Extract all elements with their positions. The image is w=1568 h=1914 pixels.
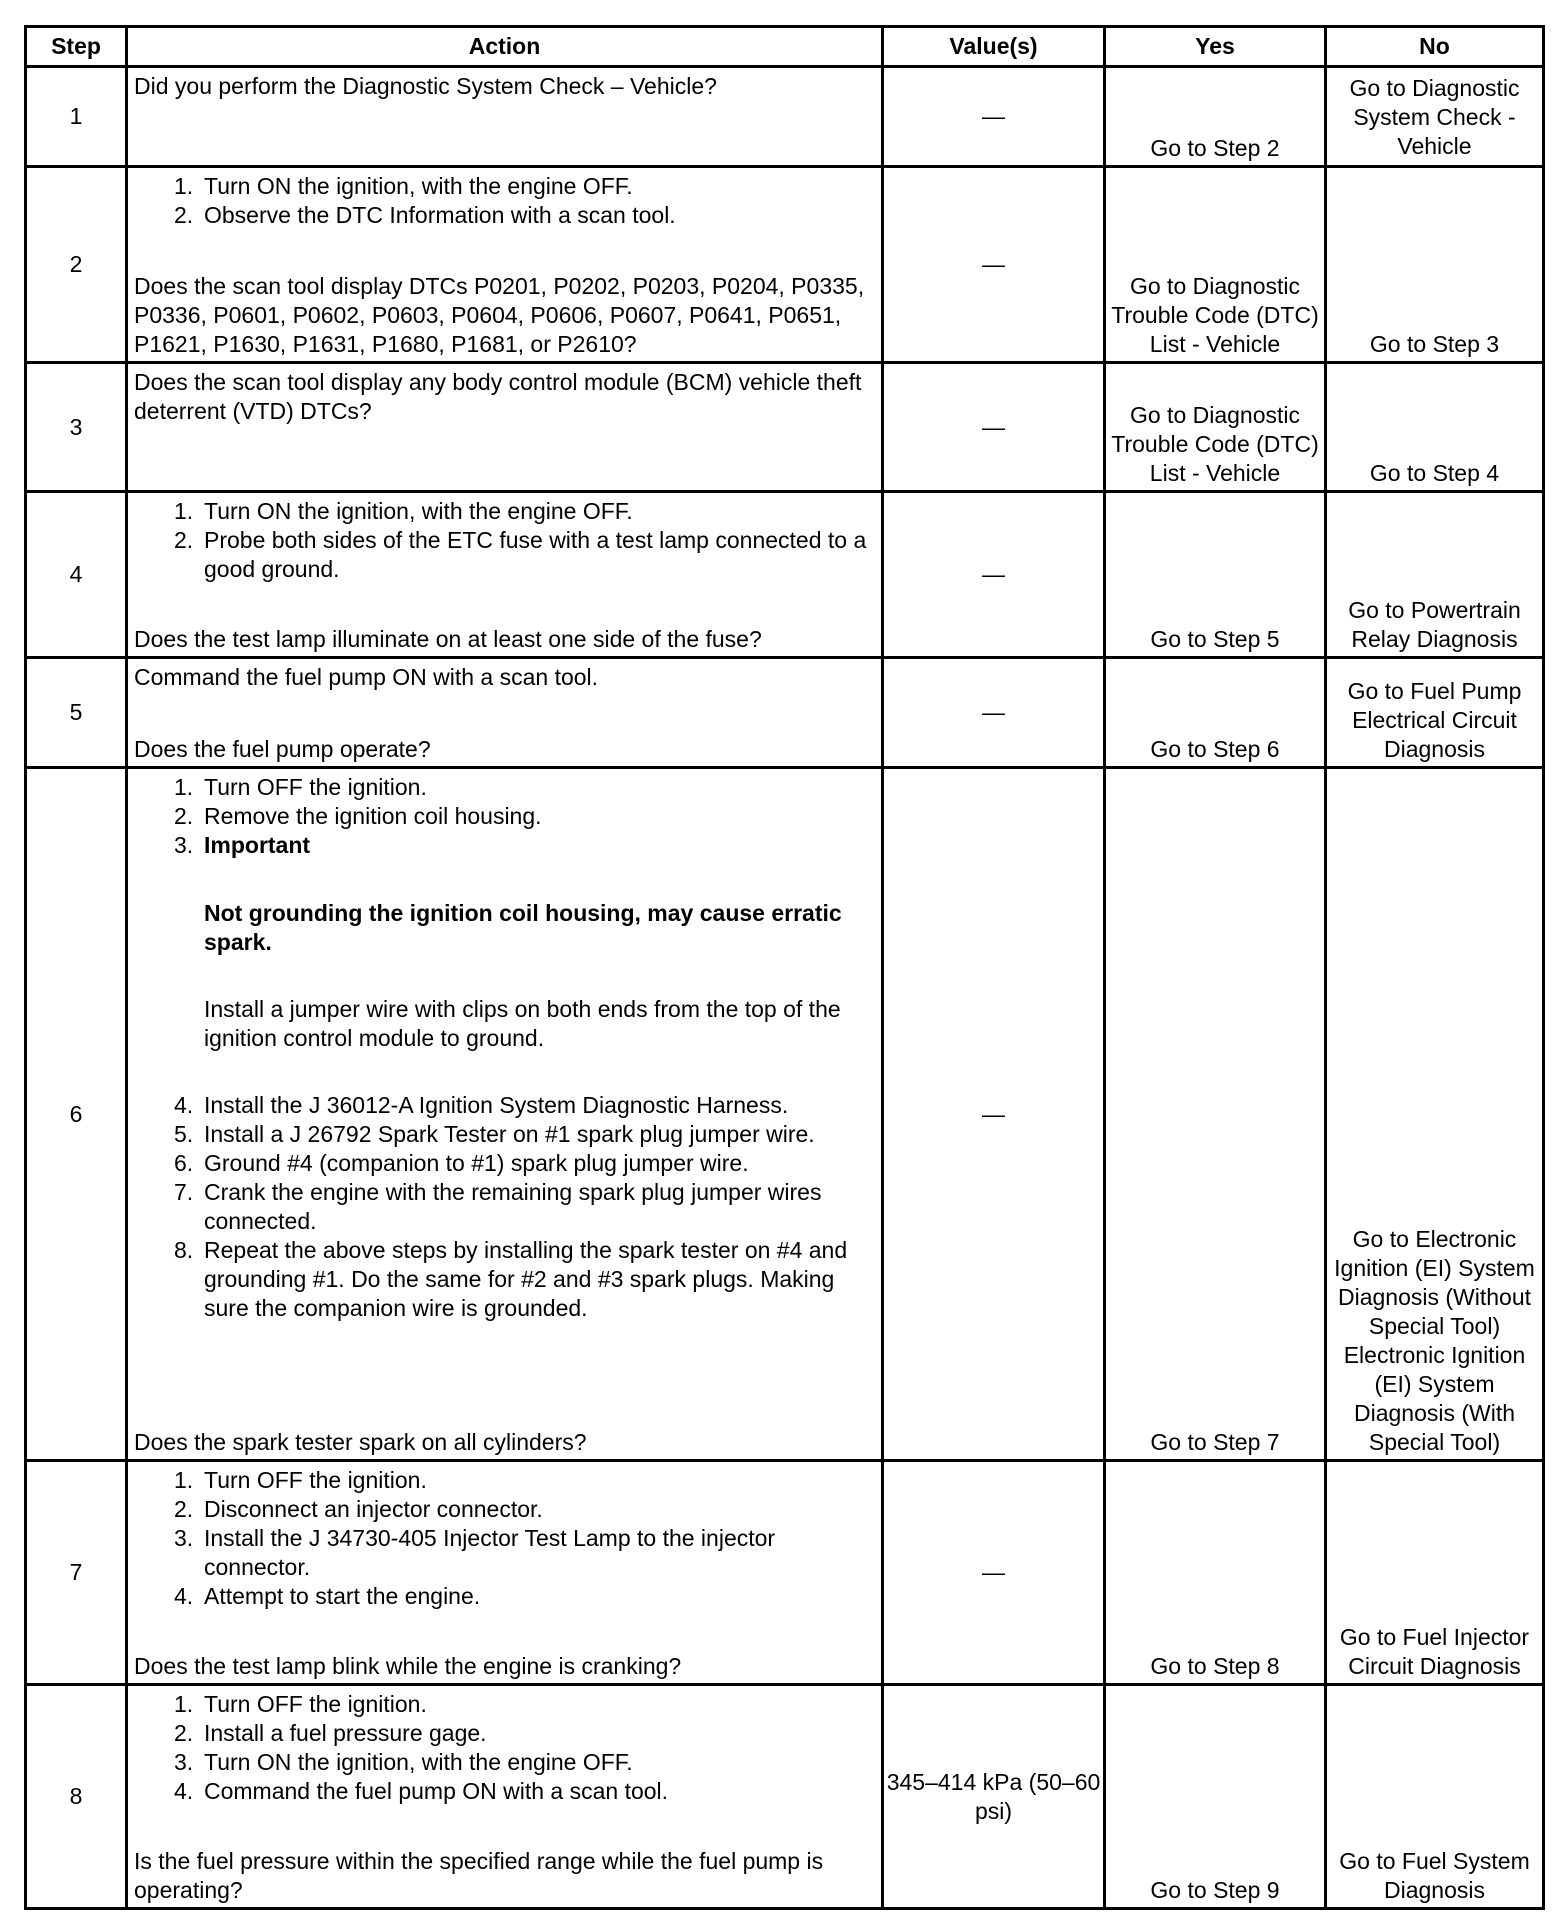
procedure-step: 7. Crank the engine with the remaining spark plug jumper wires connected. xyxy=(174,1179,822,1234)
step-number: 6 xyxy=(26,768,127,1461)
no-action: Go to Fuel System Diagnosis xyxy=(1339,1848,1530,1903)
header-step: Step xyxy=(26,27,127,67)
action-cell xyxy=(127,492,883,658)
no-action: Go to Electronic Ignition (EI) System Diagnosis (Without Special Tool) Electronic Ignition (EI) System Diagnosis (With Special Tool) xyxy=(1334,1226,1535,1455)
table-row xyxy=(26,167,1544,363)
yes-action: Go to Step 8 xyxy=(1150,1653,1280,1679)
table-row xyxy=(26,67,1544,167)
procedure-step: 3. Install the J 34730-405 Injector Test Lamp to the injector connector. xyxy=(174,1525,776,1580)
table-row xyxy=(26,1685,1544,1909)
step-number: 7 xyxy=(26,1461,127,1685)
procedure-step: 8. Repeat the above steps by installing the spark tester on #4 and grounding #1. Do the same for #2 and #3 spark plugs. Making sure the companion wire is grounded. xyxy=(174,1237,848,1321)
header-yes: Yes xyxy=(1105,27,1326,67)
important-note: Not grounding the ignition coil housing, may cause erratic spark. xyxy=(204,900,842,955)
question-text: Does the scan tool display any body control module (BCM) vehicle theft deterrent (VTD) DTCs? xyxy=(134,369,862,424)
no-action: Go to Powertrain Relay Diagnosis xyxy=(1348,597,1521,652)
header-action: Action xyxy=(127,27,883,67)
header-values: Value(s) xyxy=(883,27,1105,67)
action-cell xyxy=(127,167,883,363)
procedure-step: 2. Probe both sides of the ETC fuse with a test lamp connected to a good ground. xyxy=(174,527,867,582)
question-text: Did you perform the Diagnostic System Check – Vehicle? xyxy=(134,73,717,99)
diagnostic-table xyxy=(24,25,1545,1910)
procedure-list xyxy=(134,497,875,584)
procedure-step: 4. Command the fuel pump ON with a scan tool. xyxy=(174,1778,669,1804)
question-text: Does the spark tester spark on all cylinders? xyxy=(134,1429,587,1455)
procedure-list xyxy=(134,773,875,1323)
value-cell: — xyxy=(883,167,1105,363)
table-row xyxy=(26,492,1544,658)
yes-action: Go to Diagnostic Trouble Code (DTC) List - Vehicle xyxy=(1111,402,1319,486)
header-no: No xyxy=(1326,27,1544,67)
step-number: 4 xyxy=(26,492,127,658)
procedure-step: 3. Turn ON the ignition, with the engine OFF. xyxy=(174,1749,633,1775)
procedure-step: 1. Turn OFF the ignition. xyxy=(174,1691,427,1717)
procedure-step: 1. Turn OFF the ignition. xyxy=(174,774,427,800)
step-number: 1 xyxy=(26,67,127,167)
command-text: Command the fuel pump ON with a scan tool. xyxy=(134,664,599,690)
no-action: Go to Step 4 xyxy=(1369,460,1500,486)
header-row xyxy=(26,27,1544,67)
value-cell: — xyxy=(883,363,1105,492)
action-cell xyxy=(127,1685,883,1909)
procedure-list xyxy=(134,1466,875,1611)
yes-action: Go to Diagnostic Trouble Code (DTC) List - Vehicle xyxy=(1111,273,1319,357)
procedure-step: 4. Attempt to start the engine. xyxy=(174,1583,481,1609)
question-text: Is the fuel pressure within the specified range while the fuel pump is operating? xyxy=(134,1848,824,1903)
procedure-step: 1. Turn ON the ignition, with the engine OFF. xyxy=(174,498,633,524)
procedure-step: 4. Install the J 36012-A Ignition System Diagnostic Harness. xyxy=(174,1092,789,1118)
question-text: Does the scan tool display DTCs P0201, P0202, P0203, P0204, P0335, P0336, P0601, P0602, P0603, P0604, P0606, P0607, P0641, P0651, P1621, P1630, P1631, P1680, P1681, or P2610? xyxy=(134,273,865,357)
no-action: Go to Step 3 xyxy=(1369,331,1500,357)
step-number: 5 xyxy=(26,658,127,768)
question-text: Does the fuel pump operate? xyxy=(134,736,431,762)
value-cell: 345–414 kPa (50–60 psi) xyxy=(883,1685,1105,1909)
yes-action: Go to Step 9 xyxy=(1150,1877,1280,1903)
procedure-step: 2. Disconnect an injector connector. xyxy=(174,1496,543,1522)
table-row xyxy=(26,363,1544,492)
action-cell xyxy=(127,768,883,1461)
value-cell: — xyxy=(883,658,1105,768)
action-cell xyxy=(127,658,883,768)
table-row xyxy=(26,1461,1544,1685)
procedure-step: 2. Install a fuel pressure gage. xyxy=(174,1720,487,1746)
procedure-step: 2. Remove the ignition coil housing. xyxy=(174,803,542,829)
install-note: Install a jumper wire with clips on both ends from the top of the ignition control module to ground. xyxy=(204,996,841,1051)
procedure-step: 2. Observe the DTC Information with a scan tool. xyxy=(174,202,676,228)
value-cell: — xyxy=(883,1461,1105,1685)
procedure-step: 3. Important Not grounding the ignition coil housing, may cause erratic spark. Install a jumper wire with clips on both ends from the top of the ignition control module to ground. xyxy=(134,831,875,1053)
table-row xyxy=(26,658,1544,768)
yes-action: Go to Step 2 xyxy=(1150,135,1280,161)
important-label: Important xyxy=(204,832,311,858)
question-text: Does the test lamp illuminate on at least one side of the fuse? xyxy=(134,626,762,652)
procedure-list xyxy=(134,1690,875,1806)
step-number: 2 xyxy=(26,167,127,363)
action-cell xyxy=(127,67,883,167)
yes-action: Go to Step 6 xyxy=(1150,736,1280,762)
procedure-step: 6. Ground #4 (companion to #1) spark plug jumper wire. xyxy=(174,1150,749,1176)
action-cell xyxy=(127,1461,883,1685)
action-cell xyxy=(127,363,883,492)
yes-action: Go to Step 7 xyxy=(1150,1429,1280,1455)
step-number: 3 xyxy=(26,363,127,492)
value-cell: — xyxy=(883,67,1105,167)
yes-action: Go to Step 5 xyxy=(1150,626,1280,652)
procedure-list xyxy=(134,172,875,230)
procedure-step: 5. Install a J 26792 Spark Tester on #1 spark plug jumper wire. xyxy=(174,1121,815,1147)
procedure-step: 1. Turn OFF the ignition. xyxy=(174,1467,427,1493)
question-text: Does the test lamp blink while the engine is cranking? xyxy=(134,1653,682,1679)
step-number: 8 xyxy=(26,1685,127,1909)
procedure-step: 1. Turn ON the ignition, with the engine OFF. xyxy=(174,173,633,199)
value-cell: — xyxy=(883,768,1105,1461)
value-cell: — xyxy=(883,492,1105,658)
no-action: Go to Diagnostic System Check - Vehicle xyxy=(1349,75,1520,159)
no-action: Go to Fuel Injector Circuit Diagnosis xyxy=(1339,1624,1530,1679)
table-row xyxy=(26,768,1544,1461)
no-action: Go to Fuel Pump Electrical Circuit Diagnosis xyxy=(1347,678,1522,762)
